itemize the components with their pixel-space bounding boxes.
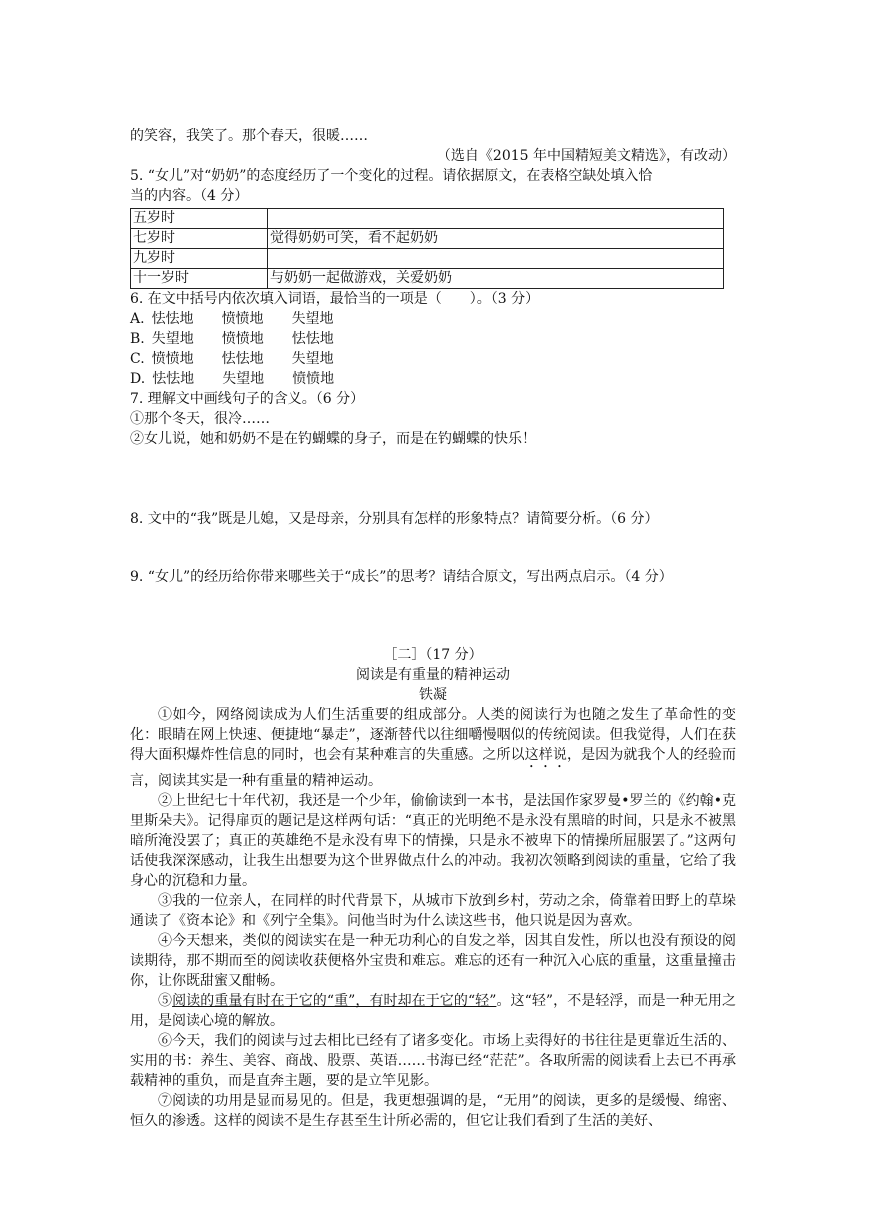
- table-row: [131, 229, 724, 249]
- table-cell-answer-blank[interactable]: [268, 249, 724, 269]
- option-label: B.: [130, 331, 145, 347]
- paragraph-2: ②上世纪七十年代初，我还是一个少年，偷偷读到一本书，是法国作家罗曼•罗兰的《约翰•克里斯朵夫》。记得扉页的题记是这样两句话：“真正的光明绝不是永没有黑暗的时间，只是永不被黑暗所淹没罢了；真正的英雄绝不是永没有卑下的情操，只是永不被卑下的情操所屈服罢了。”这两句话使我深深感动，让我生出想要为这个世界做点什么的冲动。我初次领略到阅读的重量，它给了我身心的沉稳和力量。: [130, 793, 736, 889]
- paragraph-3: ③我的一位亲人，在同样的时代背景下，从城市下放到乡村，劳动之余，倚靠着田野上的草垛通读了《资本论》和《列宁全集》。问他当时为什么读这些书，他只说是因为喜欢。: [130, 893, 736, 929]
- answer-space[interactable]: [130, 449, 736, 509]
- question-6-stem: 6. 在文中括号内依次填入词语，最恰当的一项是（ ）。（3 分）: [130, 291, 540, 307]
- paragraph-1: [130, 705, 736, 791]
- paragraph-7: ⑦阅读的功用是显而易见的。但是，我更想强调的是，“无用”的阅读，更多的是缓慢、绵密、恒久的渗透。这样的阅读不是生存甚至生计所必需的，但它让我们看到了生活的美好、: [130, 1093, 736, 1129]
- table-row: [131, 269, 724, 289]
- paragraph-6: ⑥今天，我们的阅读与过去相比已经有了诸多变化。市场上卖得好的书往往是更靠近生活的、实用的书：养生、美容、商战、股票、英语……书海已经“茫茫”。各取所需的阅读看上去已不再承载精神的重负，而是直奔主题，要的是立竿见影。: [130, 1033, 736, 1089]
- option-c: [130, 349, 736, 369]
- article-author: 铁凝: [419, 687, 447, 703]
- answer-space[interactable]: [130, 587, 736, 645]
- table-cell-age: 十一岁时: [131, 269, 268, 289]
- option-word: 愤愤地: [151, 351, 194, 367]
- answer-space[interactable]: [130, 529, 736, 567]
- option-word: 失望地: [291, 351, 334, 367]
- question-7-sentence-2: ②女儿说，她和奶奶不是在钓蝴蝶的身子，而是在钓蝴蝶的快乐！: [130, 431, 536, 447]
- table-cell-age: 九岁时: [131, 249, 268, 269]
- option-d: [130, 369, 736, 389]
- question-5-stem-cont: 当的内容。（4 分）: [130, 188, 249, 204]
- paragraph-number: ⑤: [158, 993, 173, 1009]
- paragraph-text: ，是因为就我个人的经验而言，阅读其实是一种有重量的精神运动。: [130, 747, 737, 789]
- option-b: [130, 329, 736, 349]
- question-9-stem: 9. “女儿”的经历给你带来哪些关于“成长”的思考？请结合原文，写出两点启示。（4 分）: [130, 569, 673, 585]
- paragraph-5: [130, 991, 736, 1031]
- option-word: 失望地: [291, 311, 334, 327]
- table-row: [131, 249, 724, 269]
- option-word: 怯怯地: [152, 371, 195, 387]
- option-word: 失望地: [151, 331, 194, 347]
- question-5-stem: 5. “女儿”对“奶奶”的态度经历了一个变化的过程。请依据原文，在表格空缺处填入恰: [130, 168, 653, 184]
- question-7-sentence-1: ①那个冬天，很冷……: [130, 411, 270, 427]
- source-note: （选自《2015 年中国精短美文精选》，有改动）: [436, 148, 736, 164]
- table-row: [131, 209, 724, 229]
- question-7-stem: 7. 理解文中画线句子的含义。（6 分）: [130, 391, 365, 407]
- attitude-table: [130, 208, 724, 289]
- paragraph-text: 。这“轻”，不是轻浮，而是一种无用之用，是阅读心境的解放。: [130, 993, 736, 1029]
- table-cell-age: 五岁时: [131, 209, 268, 229]
- text-line: 的笑容，我笑了。那个春天，很暖……: [130, 128, 368, 144]
- option-word: 愤愤地: [221, 331, 264, 347]
- option-word: 怯怯地: [221, 351, 264, 367]
- option-label: C.: [130, 351, 145, 367]
- table-cell-age: 七岁时: [131, 229, 268, 249]
- option-word: 愤愤地: [292, 371, 335, 387]
- section-heading: ［二］（17 分）: [383, 647, 483, 663]
- paragraph-text: ①如今，网络阅读成为人们生活重要的组成部分。人类的阅读行为也随之发生了革命性的变化：眼睛在网上快速、便捷地“暴走”，逐渐替代以往细嚼慢咽似的传统阅读。但我觉得，人们在获得大面积爆炸性信息的同时，也会有某种难言的失重感。之所以: [130, 707, 736, 763]
- option-word: 怯怯地: [151, 311, 194, 327]
- option-word: 失望地: [222, 371, 265, 387]
- table-cell-answer: 觉得奶奶可笑，看不起奶奶: [268, 229, 724, 249]
- option-word: 愤愤地: [221, 311, 264, 327]
- dotted-phrase: 这样说: [524, 747, 567, 763]
- article-title: 阅读是有重量的精神运动: [356, 667, 510, 683]
- paragraph-4: ④今天想来，类似的阅读实在是一种无功利心的自发之举，因其自发性，所以也没有预设的阅读期待，那不期而至的阅读收获便格外宝贵和难忘。难忘的还有一种沉入心底的重量，这重量撞击你，让你既甜蜜又酣畅。: [130, 933, 736, 989]
- option-label: D.: [130, 371, 146, 387]
- exam-page: [130, 126, 736, 1131]
- table-cell-answer-blank[interactable]: [268, 209, 724, 229]
- question-8-stem: 8. 文中的“我”既是儿媳，又是母亲，分别具有怎样的形象特点？请简要分析。（6 分）: [130, 511, 659, 527]
- option-label: A.: [130, 311, 145, 327]
- option-word: 怯怯地: [291, 331, 334, 347]
- table-cell-answer: 与奶奶一起做游戏，关爱奶奶: [268, 269, 724, 289]
- option-a: [130, 309, 736, 329]
- underlined-sentence: 阅读的重量有时在于它的“重”，有时却在于它的“轻”: [172, 993, 497, 1009]
